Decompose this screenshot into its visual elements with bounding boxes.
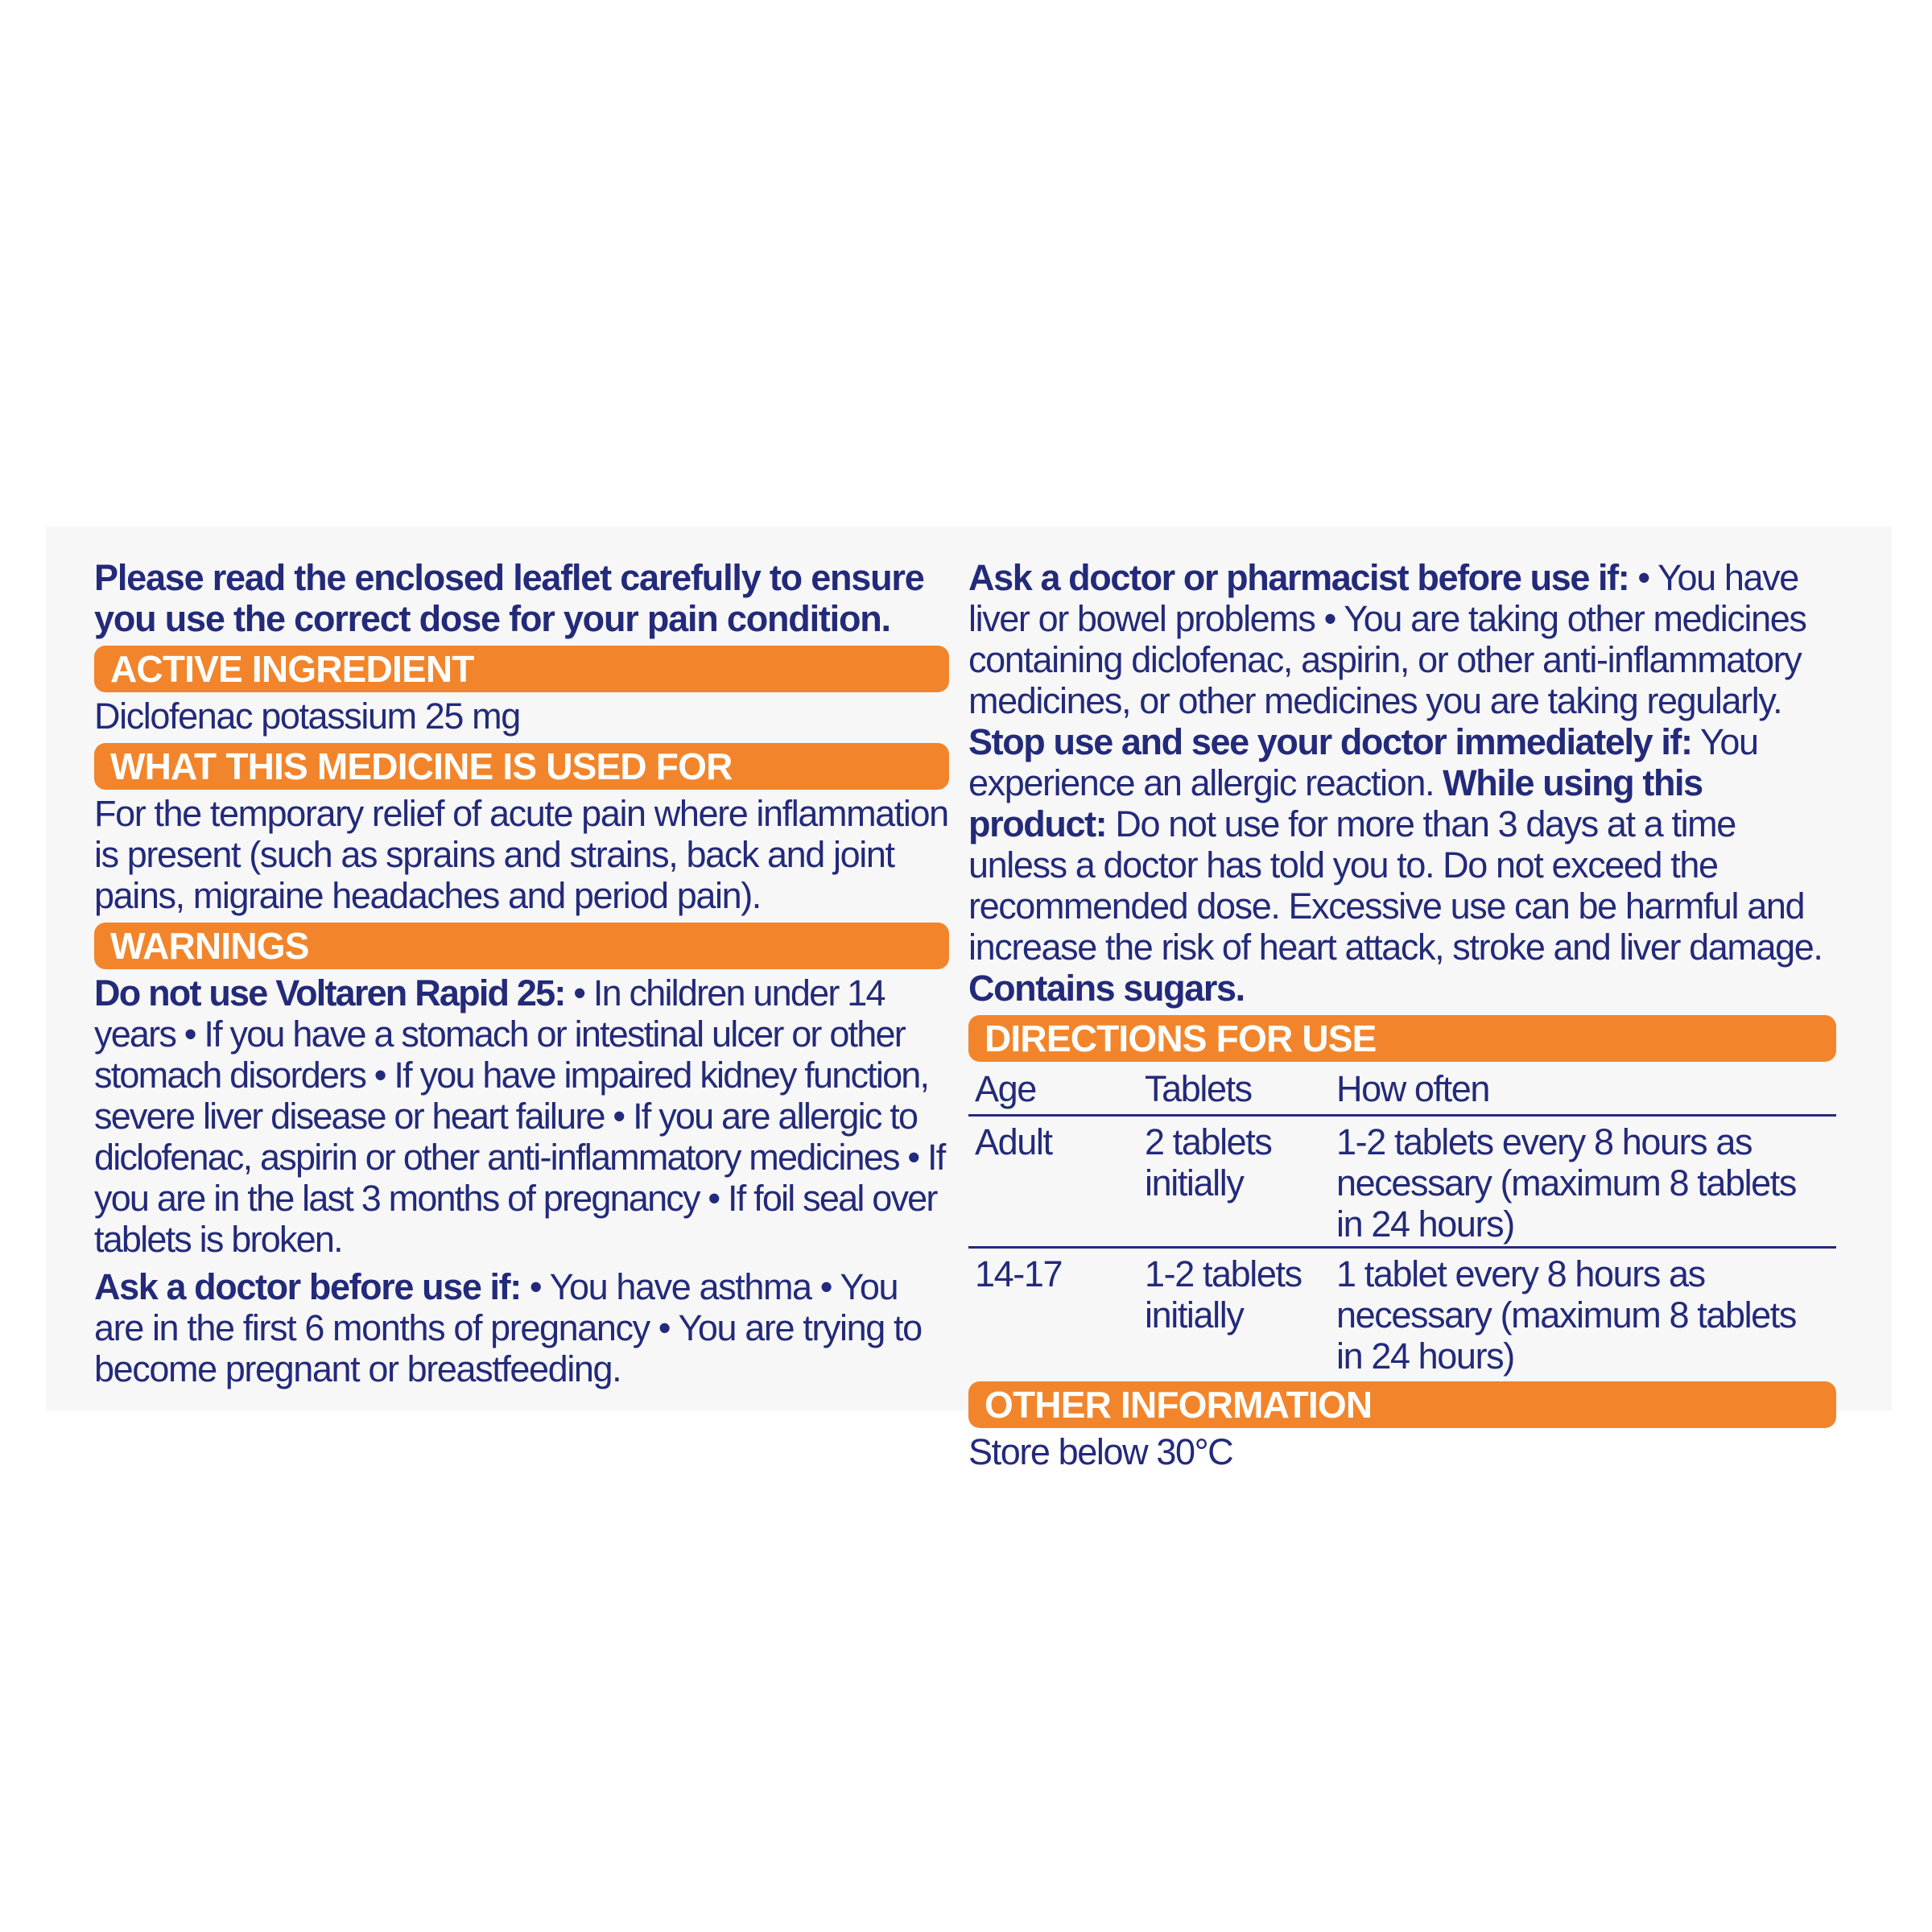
right-column bbox=[968, 557, 1836, 1479]
label-panel bbox=[46, 526, 1892, 1472]
active-ingredient-heading: ACTIVE INGREDIENT bbox=[94, 646, 949, 692]
other-information-heading: OTHER INFORMATION bbox=[968, 1381, 1836, 1428]
intro-text: Please read the enclosed leaflet carefully to ensure you use the correct dose for your pain condition. bbox=[94, 557, 924, 639]
ask-doctor-label: Ask a doctor before use if: bbox=[94, 1266, 521, 1307]
left-column bbox=[94, 557, 949, 1396]
contains-sugars: Contains sugars. bbox=[968, 968, 1245, 1009]
table-row bbox=[968, 1248, 1836, 1379]
directions-heading: DIRECTIONS FOR USE bbox=[968, 1015, 1836, 1062]
while-using-text: Do not use for more than 3 days at a time unless a doctor has told you to. Do not exceed the recommended dose. Excessive use can be harmful and increase the risk of heart attack, stroke and liver damage. bbox=[968, 803, 1823, 968]
do-not-use-label: Do not use Voltaren Rapid 25: bbox=[94, 972, 565, 1013]
precautions-paragraph bbox=[968, 557, 1836, 1009]
while-using-label: While using this product: bbox=[968, 762, 1703, 844]
active-ingredient-text: Diclofenac potassium 25 mg bbox=[94, 696, 520, 737]
used-for-heading: WHAT THIS MEDICINE IS USED FOR bbox=[94, 743, 949, 790]
directions-header-row bbox=[968, 1065, 1836, 1116]
age-cell: 14-17 bbox=[975, 1253, 1063, 1294]
do-not-use-paragraph bbox=[94, 972, 949, 1260]
ask-pharmacist-label: Ask a doctor or pharmacist before use if: bbox=[968, 557, 1629, 598]
ask-doctor-paragraph bbox=[94, 1266, 949, 1389]
stop-use-label: Stop use and see your doctor immediately if: bbox=[968, 721, 1692, 762]
tablets-cell: 2 tablets initially bbox=[1138, 1116, 1330, 1248]
stop-use-text: You experience an allergic reaction. bbox=[968, 721, 1758, 803]
used-for-text: For the temporary relief of acute pain where inflammation is present (such as sprains and strains, back and joint pains, migraine headaches and period pain). bbox=[94, 793, 948, 916]
column-header-how-often: How often bbox=[1330, 1065, 1836, 1116]
age-cell: Adult bbox=[968, 1116, 1138, 1248]
other-information-text: Store below 30°C bbox=[968, 1431, 1233, 1472]
ask-doctor-text: • You have asthma • You are in the first 6 months of pregnancy • You are trying to become pregnant or breastfeeding. bbox=[94, 1266, 922, 1389]
tablets-cell: 1-2 tablets initially bbox=[1145, 1253, 1302, 1335]
warnings-heading: WARNINGS bbox=[94, 923, 949, 969]
column-header-age: Age bbox=[968, 1065, 1138, 1116]
table-row bbox=[968, 1116, 1836, 1248]
how-often-cell: 1-2 tablets every 8 hours as necessary (maximum 8 tablets in 24 hours) bbox=[1330, 1116, 1836, 1248]
do-not-use-text: • In children under 14 years • If you have a stomach or intestinal ulcer or other stomach disorders • If you have impaired kidney function, severe liver disease or heart failure • If you are allergic to diclofenac, aspirin or other anti-inflammatory medicines • If you are in the last 3 months of pregnancy • If foil seal over tablets is broken. bbox=[94, 972, 945, 1260]
column-header-tablets: Tablets bbox=[1138, 1065, 1330, 1116]
how-often-cell: 1 tablet every 8 hours as necessary (maximum 8 tablets in 24 hours) bbox=[1336, 1253, 1797, 1377]
directions-table bbox=[968, 1065, 1836, 1378]
ask-pharmacist-text: • You have liver or bowel problems • You are taking other medicines containing diclofenac, aspirin, or other anti-inflammatory medicines, or other medicines you are taking regularly. bbox=[968, 557, 1806, 721]
